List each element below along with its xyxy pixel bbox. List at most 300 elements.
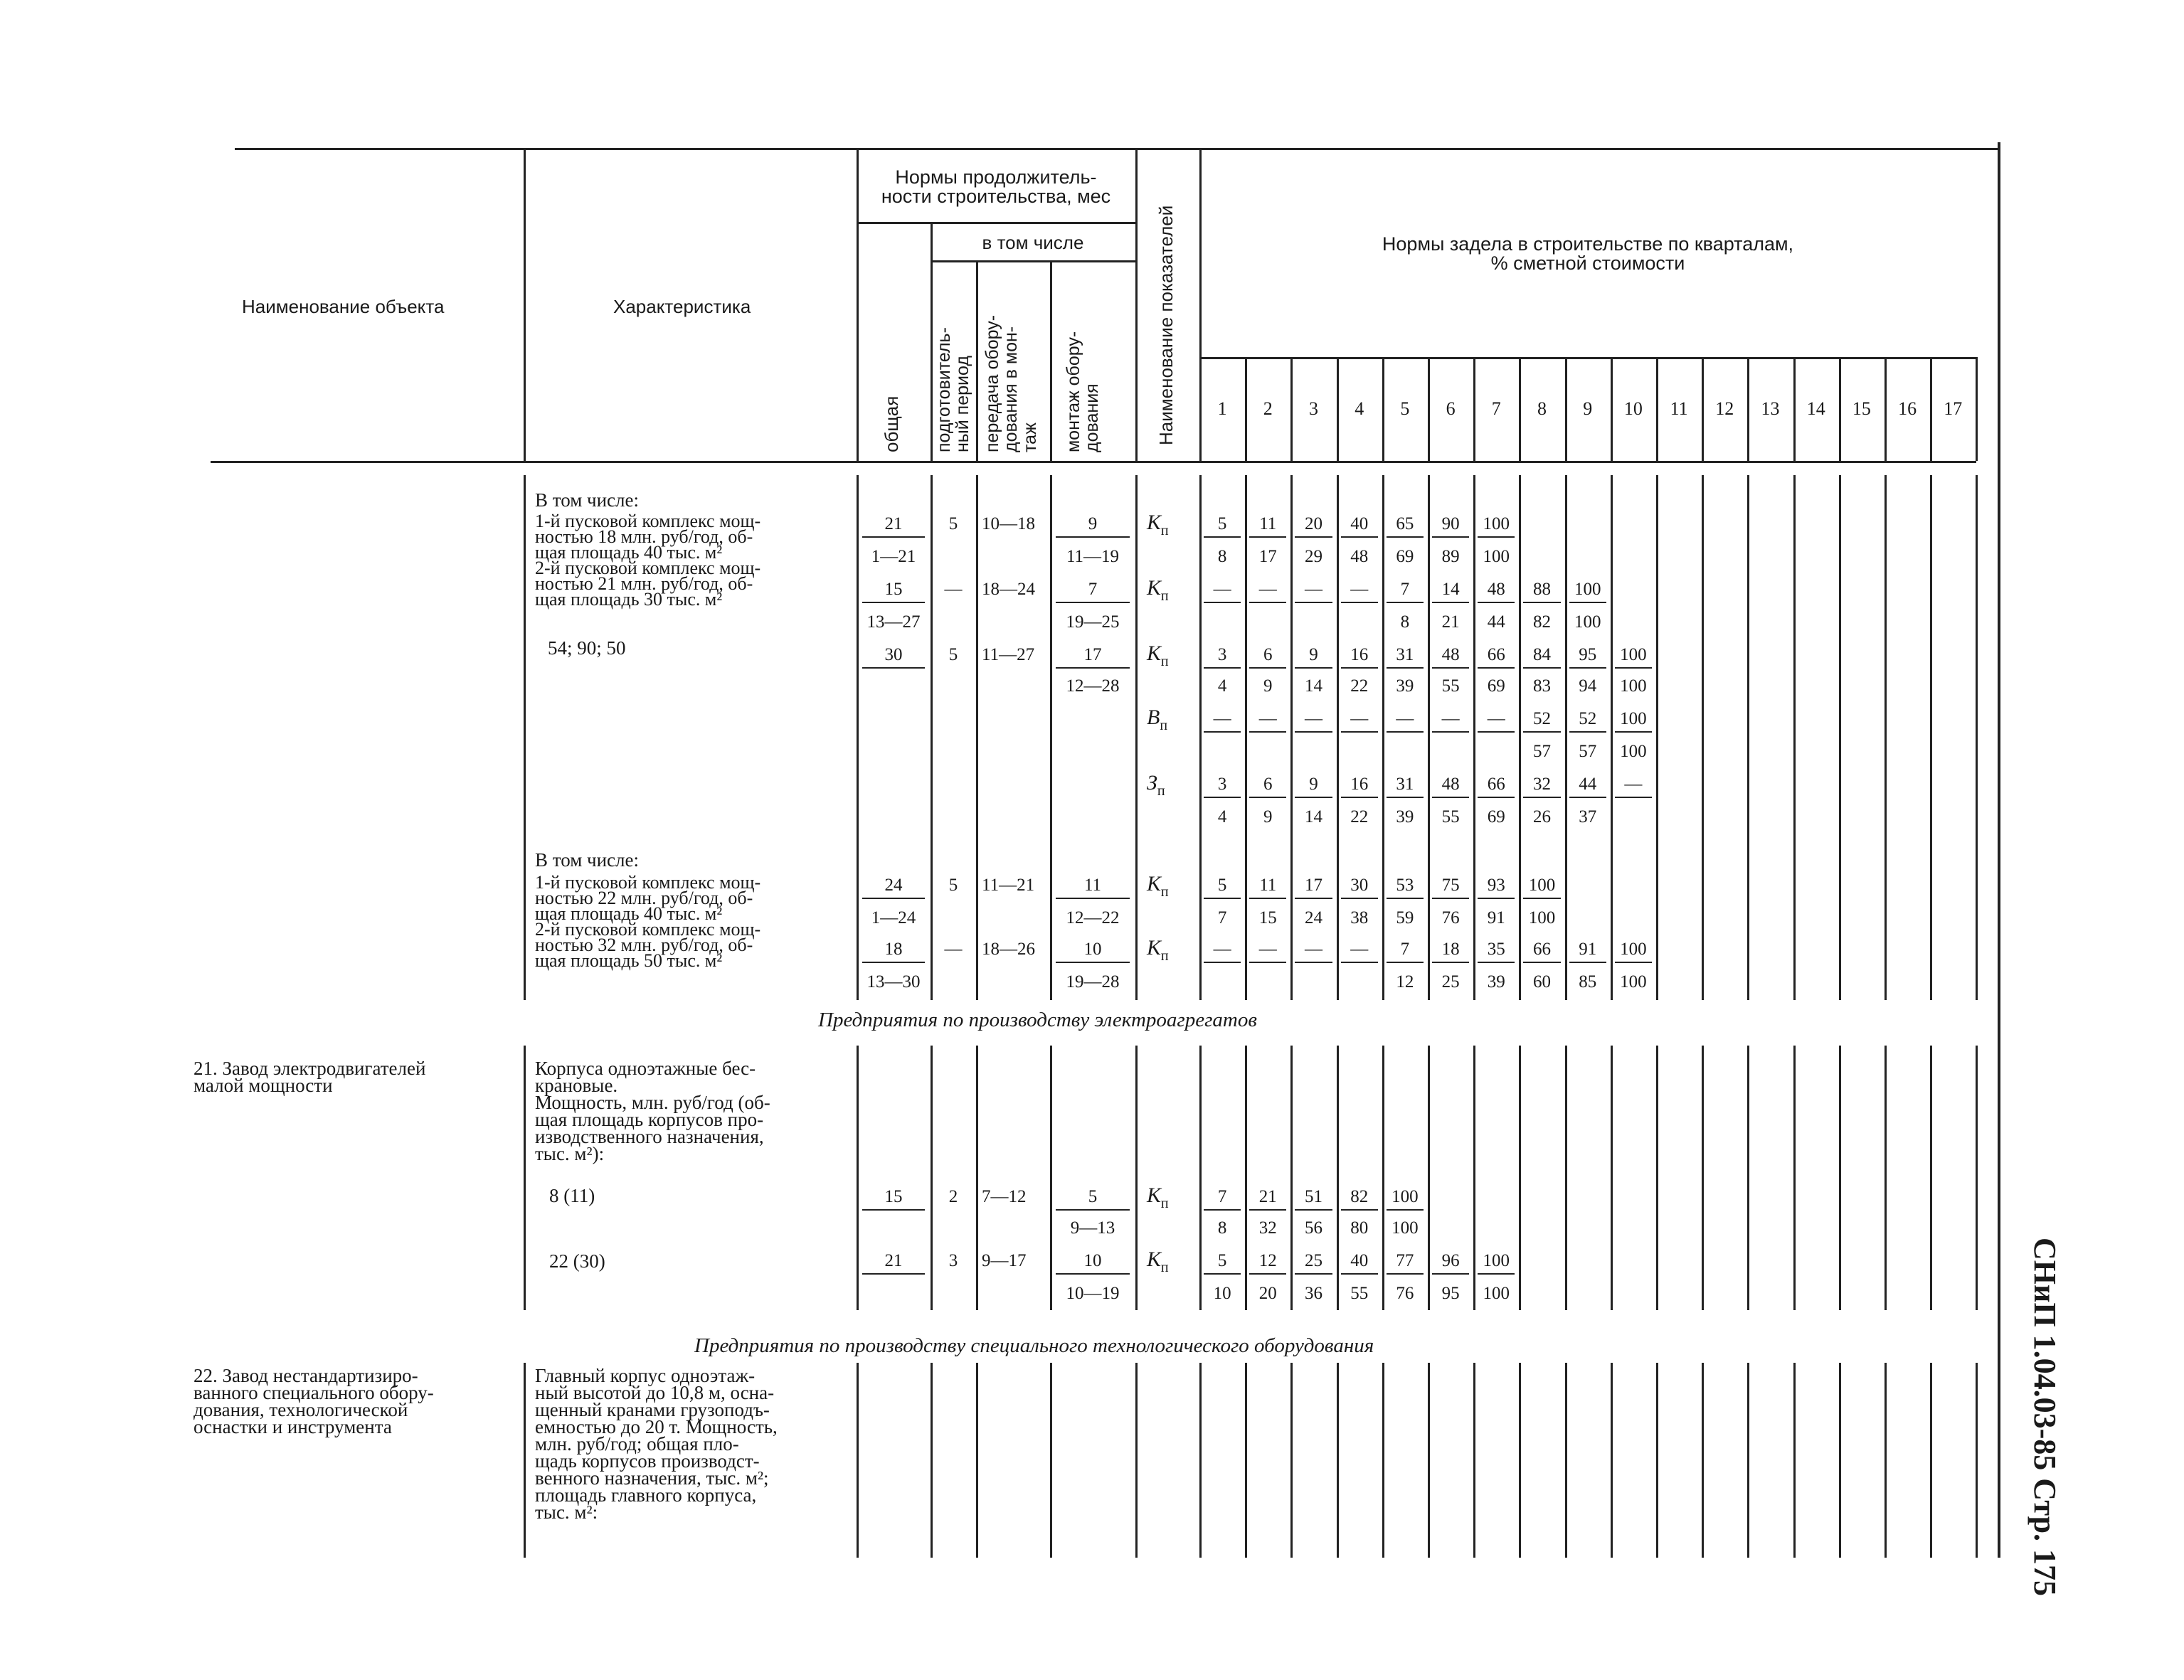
object-21-sub2: 22 (30) xyxy=(549,1250,605,1272)
cell-prep: 5 xyxy=(948,514,958,533)
fraction-rule xyxy=(1387,667,1424,669)
header-transfer-line: дования в мон- xyxy=(1001,326,1022,452)
block2-line: ностью 22 млн. руб/год, об- xyxy=(535,888,753,908)
fraction-rule xyxy=(1432,962,1469,963)
cell-quarter-value: 51 xyxy=(1304,1187,1322,1206)
block1-row3: 54; 90; 50 xyxy=(548,637,626,659)
quarter-number: 7 xyxy=(1491,398,1501,419)
object-22-char-line: ный высотой до 10,8 м, осна- xyxy=(535,1382,775,1403)
cell-indicator: $К_п$ xyxy=(1147,936,1169,964)
cell-total: 15 xyxy=(884,1187,903,1206)
fraction-rule xyxy=(1056,898,1130,899)
fraction-rule xyxy=(1523,797,1560,798)
fraction-rule xyxy=(862,1273,925,1275)
including-subrule xyxy=(931,260,1135,262)
fraction-rule xyxy=(1569,731,1606,733)
object-22-char-line: емностью до 20 т. Мощность, xyxy=(535,1416,778,1437)
cell-prep: — xyxy=(944,940,963,959)
body-col-line xyxy=(1839,1363,1841,1558)
cell-quarter-value: — xyxy=(1213,940,1231,959)
cell-quarter-value: 76 xyxy=(1396,1284,1414,1303)
cell-quarter-value: 20 xyxy=(1304,514,1322,533)
fraction-rule xyxy=(1204,962,1241,963)
cell-quarter-value: 82 xyxy=(1350,1187,1369,1206)
fraction-rule xyxy=(1478,731,1515,733)
body-col-line xyxy=(1382,1046,1384,1310)
fraction-rule xyxy=(1569,667,1606,669)
fraction-rule xyxy=(862,1209,925,1211)
cell-quarter-value: 5 xyxy=(1217,1251,1227,1270)
fraction-rule xyxy=(1204,602,1241,603)
cell-quarter-value: 80 xyxy=(1350,1218,1369,1238)
fraction-rule xyxy=(1341,536,1378,538)
body-col-line xyxy=(1702,1046,1704,1310)
body-col-line xyxy=(1839,1046,1841,1310)
cell-quarter-value: 8 xyxy=(1217,547,1227,566)
body-col-line xyxy=(1519,1046,1521,1310)
cell-quarter-value: 10 xyxy=(1213,1284,1231,1303)
cell-indicator-subscript: п xyxy=(1160,588,1169,604)
cell-quarter-value: 31 xyxy=(1396,775,1414,794)
cell-indicator: $В_п$ xyxy=(1147,706,1168,733)
fraction-rule xyxy=(1569,602,1606,603)
header-backlog xyxy=(1199,235,1976,273)
cell-quarter-value: 5 xyxy=(1217,876,1227,895)
object-22-characteristic xyxy=(535,1367,778,1521)
body-col-line xyxy=(1382,1363,1384,1558)
cell-quarter-value: 6 xyxy=(1263,775,1273,794)
cell-quarter-value: 100 xyxy=(1620,972,1647,991)
body-col-line xyxy=(1976,1363,1978,1558)
cell-quarter-value: 100 xyxy=(1620,709,1647,728)
cell-transfer: 10—18 xyxy=(982,514,1035,533)
cell-quarter-value: 69 xyxy=(1396,547,1414,566)
header-transfer-line: таж xyxy=(1019,422,1040,452)
body-col-line xyxy=(1611,1363,1613,1558)
fraction-rule xyxy=(1341,1273,1378,1275)
body-col-line xyxy=(524,1046,526,1310)
fraction-rule xyxy=(1523,602,1560,603)
section-title-special: Предприятия по производству специального технологического оборудования xyxy=(694,1334,1374,1357)
header-including: в том числе xyxy=(982,232,1084,253)
object-21-name xyxy=(194,1060,425,1094)
cell-total: 18 xyxy=(884,940,903,959)
fraction-rule xyxy=(1056,962,1130,963)
quarter-number: 5 xyxy=(1400,398,1410,419)
body-col-line xyxy=(524,1363,526,1558)
fraction-rule xyxy=(1249,962,1286,963)
cell-quarter-value: 12 xyxy=(1258,1251,1277,1270)
body-col-line xyxy=(1565,1046,1567,1310)
cell-transfer: 18—26 xyxy=(982,940,1035,959)
cell-quarter-value: 7 xyxy=(1217,908,1227,927)
body-col-line xyxy=(1976,475,1978,1000)
cell-quarter-value: 11 xyxy=(1259,876,1277,895)
fraction-rule xyxy=(1523,731,1560,733)
object-22-char-line: тыс. м²: xyxy=(535,1501,598,1523)
cell-quarter-value: 39 xyxy=(1396,807,1414,826)
body-col-line xyxy=(1428,1046,1430,1310)
header-col-line xyxy=(931,222,933,461)
body-col-line xyxy=(1611,475,1613,1000)
cell-transfer: 11—27 xyxy=(982,645,1035,664)
fraction-rule xyxy=(1295,1273,1332,1275)
cell-install: 9—13 xyxy=(1070,1218,1115,1238)
fraction-rule xyxy=(1478,898,1515,899)
cell-quarter-value: 55 xyxy=(1350,1284,1369,1303)
fraction-rule xyxy=(1249,1209,1286,1211)
body-col-line xyxy=(976,1363,978,1558)
header-install-line: дования xyxy=(1082,383,1103,452)
fraction-rule xyxy=(1432,731,1469,733)
cell-quarter-value: 57 xyxy=(1532,742,1551,761)
cell-quarter-value: 21 xyxy=(1441,612,1460,632)
block1-line: ностью 21 млн. руб/год, об- xyxy=(535,573,753,594)
fraction-rule xyxy=(1478,602,1515,603)
fraction-rule xyxy=(1615,962,1652,963)
cell-indicator: $З_п$ xyxy=(1147,771,1165,799)
cell-total: 21 xyxy=(884,1251,903,1270)
cell-quarter-value: — xyxy=(1350,580,1369,599)
cell-quarter-value: 100 xyxy=(1483,514,1510,533)
cell-quarter-value: 39 xyxy=(1396,676,1414,696)
body-col-line xyxy=(1135,475,1138,1000)
body-col-line xyxy=(1565,475,1567,1000)
cell-quarter-value: 100 xyxy=(1391,1187,1419,1206)
top-rule xyxy=(235,148,2000,150)
object-22-name xyxy=(194,1367,434,1435)
body-col-line xyxy=(1747,1363,1749,1558)
body-col-line xyxy=(1793,1363,1796,1558)
fraction-rule xyxy=(1295,536,1332,538)
quarter-number: 13 xyxy=(1761,398,1780,419)
body-col-line xyxy=(1747,475,1749,1000)
cell-transfer: 7—12 xyxy=(982,1187,1027,1206)
object-21-name-line: малой мощности xyxy=(194,1075,333,1096)
fraction-rule xyxy=(1295,731,1332,733)
cell-quarter-value: 84 xyxy=(1532,645,1551,664)
fraction-rule xyxy=(1295,962,1332,963)
block1-intro: В том числе: xyxy=(535,489,639,511)
body-col-line xyxy=(1747,1046,1749,1310)
cell-quarter-value: 16 xyxy=(1350,775,1369,794)
fraction-rule xyxy=(1387,536,1424,538)
quarter-number: 17 xyxy=(1944,398,1963,419)
cell-install: 9 xyxy=(1088,514,1098,533)
side-page-label: СНиП 1.04.03-85 Стр. 175 xyxy=(2027,1238,2062,1597)
fraction-rule xyxy=(1569,797,1606,798)
cell-quarter-value: 95 xyxy=(1579,645,1597,664)
cell-quarter-value: 88 xyxy=(1532,580,1551,599)
fraction-rule xyxy=(1387,1209,1424,1211)
quarter-number: 11 xyxy=(1670,398,1688,419)
cell-quarter-value: 53 xyxy=(1396,876,1414,895)
header-install xyxy=(1064,331,1102,452)
quarter-number: 4 xyxy=(1355,398,1364,419)
quarter-number: 16 xyxy=(1898,398,1917,419)
header-prep xyxy=(935,327,972,452)
cell-prep: 5 xyxy=(948,876,958,895)
object-22-char-line: венного назначения, тыс. м²; xyxy=(535,1467,769,1489)
cell-quarter-value: — xyxy=(1624,775,1643,794)
cell-quarter-value: 66 xyxy=(1487,645,1505,664)
fraction-rule xyxy=(1387,602,1424,603)
body-col-line xyxy=(1976,1046,1978,1310)
cell-quarter-value: 18 xyxy=(1441,940,1460,959)
cell-quarter-value: 66 xyxy=(1487,775,1505,794)
object-21-name-line: 21. Завод электродвигателей xyxy=(194,1058,426,1079)
cell-indicator-subscript: п xyxy=(1160,948,1169,964)
header-col-line xyxy=(1050,260,1052,461)
cell-indicator: $К_п$ xyxy=(1147,1248,1169,1275)
cell-quarter-value: 38 xyxy=(1350,908,1369,927)
body-col-line xyxy=(1656,1046,1658,1310)
body-col-line xyxy=(1050,1363,1052,1558)
fraction-rule xyxy=(1295,602,1332,603)
fraction-rule xyxy=(1615,667,1652,669)
header-backlog-line: % сметной стоимости xyxy=(1490,252,1685,274)
cell-quarter-value: 7 xyxy=(1400,940,1410,959)
cell-quarter-value: 100 xyxy=(1528,876,1556,895)
body-col-line xyxy=(1337,1046,1339,1310)
cell-quarter-value: 39 xyxy=(1487,972,1505,991)
fraction-rule xyxy=(1523,898,1560,899)
fraction-rule xyxy=(1249,602,1286,603)
cell-quarter-value: 75 xyxy=(1441,876,1460,895)
body-col-line xyxy=(1135,1046,1138,1310)
fraction-rule xyxy=(1249,1273,1286,1275)
object-21-char-line: крановые. xyxy=(535,1075,618,1096)
fraction-rule xyxy=(1432,667,1469,669)
body-col-line xyxy=(1290,1046,1293,1310)
cell-quarter-value: 100 xyxy=(1620,645,1647,664)
body-col-line xyxy=(1245,1046,1247,1310)
cell-quarter-value: 20 xyxy=(1258,1284,1277,1303)
cell-indicator-subscript: п xyxy=(1160,523,1169,538)
body-col-line xyxy=(857,1363,859,1558)
cell-quarter-value: 17 xyxy=(1258,547,1277,566)
fraction-rule xyxy=(1387,731,1424,733)
cell-quarter-value: 31 xyxy=(1396,645,1414,664)
cell-quarter-value: 37 xyxy=(1579,807,1597,826)
cell-transfer: 11—21 xyxy=(982,876,1035,895)
cell-quarter-value: 8 xyxy=(1217,1218,1227,1238)
cell-quarter-value: — xyxy=(1350,940,1369,959)
cell-install: 10 xyxy=(1083,1251,1102,1270)
cell-indicator: $К_п$ xyxy=(1147,1184,1169,1211)
header-install-line: монтаж обору- xyxy=(1064,331,1083,452)
cell-total: 30 xyxy=(884,645,903,664)
cell-install: 10 xyxy=(1083,940,1102,959)
fraction-rule xyxy=(1249,731,1286,733)
fraction-rule xyxy=(1523,962,1560,963)
fraction-rule xyxy=(1341,731,1378,733)
cell-total: 1—24 xyxy=(871,908,916,927)
cell-quarter-value: 44 xyxy=(1579,775,1597,794)
object-22-char-line: площадь главного корпуса, xyxy=(535,1484,757,1506)
fraction-rule xyxy=(1249,797,1286,798)
block1-line: 2-й пусковой комплекс мощ- xyxy=(535,558,761,578)
body-col-line xyxy=(1473,1363,1475,1558)
cell-quarter-value: 25 xyxy=(1441,972,1460,991)
cell-total: 1—21 xyxy=(871,547,916,566)
block2-text xyxy=(535,872,761,971)
object-22-char-line: щенный кранами грузоподъ- xyxy=(535,1399,770,1420)
cell-quarter-value: 69 xyxy=(1487,807,1505,826)
cell-quarter-value: 24 xyxy=(1304,908,1322,927)
body-col-line xyxy=(1565,1363,1567,1558)
fraction-rule xyxy=(1204,898,1241,899)
block1-text xyxy=(535,511,761,610)
body-col-line xyxy=(1930,475,1932,1000)
body-col-line xyxy=(931,475,933,1000)
cell-quarter-value: 65 xyxy=(1396,514,1414,533)
fraction-rule xyxy=(1432,1273,1469,1275)
cell-quarter-value: 90 xyxy=(1441,514,1460,533)
header-total: общая xyxy=(881,395,902,452)
object-21-char-line: Корпуса одноэтажные бес- xyxy=(535,1058,756,1079)
cell-quarter-value: 66 xyxy=(1532,940,1551,959)
cell-quarter-value: 48 xyxy=(1441,645,1460,664)
cell-quarter-value: — xyxy=(1258,580,1277,599)
body-col-line xyxy=(1702,475,1704,1000)
header-prep-line: подготовитель- xyxy=(934,327,954,452)
cell-quarter-value: 94 xyxy=(1579,676,1597,696)
body-col-line xyxy=(931,1046,933,1310)
cell-quarter-value: — xyxy=(1213,580,1231,599)
cell-install: 5 xyxy=(1088,1187,1098,1206)
fraction-rule xyxy=(1056,1209,1130,1211)
body-col-line xyxy=(1199,1046,1202,1310)
cell-quarter-value: 76 xyxy=(1441,908,1460,927)
block2-intro: В том числе: xyxy=(535,849,639,871)
body-col-line xyxy=(1930,1046,1932,1310)
cell-indicator: $К_п$ xyxy=(1147,511,1169,538)
cell-quarter-value: 4 xyxy=(1217,676,1227,696)
fraction-rule xyxy=(862,667,925,669)
section-title-electro: Предприятия по производству электроагрегатов xyxy=(818,1009,1257,1031)
duration-subrule xyxy=(857,222,1135,224)
cell-quarter-value: — xyxy=(1304,580,1322,599)
header-transfer-line: передача обору- xyxy=(982,314,1002,452)
cell-prep: — xyxy=(944,580,963,599)
cell-quarter-value: 77 xyxy=(1396,1251,1414,1270)
cell-quarter-value: — xyxy=(1396,709,1414,728)
fraction-rule xyxy=(862,898,925,899)
cell-quarter-value: 14 xyxy=(1304,807,1322,826)
body-col-line xyxy=(1885,1046,1887,1310)
cell-quarter-value: 15 xyxy=(1258,908,1277,927)
quarter-number: 10 xyxy=(1623,398,1643,419)
cell-indicator-subscript: п xyxy=(1160,1196,1169,1211)
object-21-characteristic xyxy=(535,1060,770,1162)
cell-quarter-value: 9 xyxy=(1309,645,1318,664)
object-22-name-line: 22. Завод нестандартизиро- xyxy=(194,1365,418,1386)
object-21-char-line: тыс. м²): xyxy=(535,1143,605,1164)
cell-indicator-subscript: п xyxy=(1160,718,1168,733)
cell-quarter-value: 22 xyxy=(1350,807,1369,826)
header-bottom-rule xyxy=(211,461,1976,463)
body-col-line xyxy=(976,1046,978,1310)
fraction-rule xyxy=(1478,1273,1515,1275)
cell-indicator-subscript: п xyxy=(1157,783,1165,799)
body-col-line xyxy=(1290,1363,1293,1558)
fraction-rule xyxy=(1432,602,1469,603)
cell-quarter-value: 7 xyxy=(1400,580,1410,599)
quarter-number: 6 xyxy=(1446,398,1456,419)
body-col-line xyxy=(1656,475,1658,1000)
body-col-line xyxy=(524,475,526,1000)
object-21-char-line: изводственного назначения, xyxy=(535,1126,764,1147)
cell-transfer: 9—17 xyxy=(982,1251,1027,1270)
body-col-line xyxy=(1050,1046,1052,1310)
fraction-rule xyxy=(1295,667,1332,669)
cell-quarter-value: 83 xyxy=(1532,676,1551,696)
fraction-rule xyxy=(1056,602,1130,603)
cell-install: 19—25 xyxy=(1066,612,1120,632)
cell-quarter-value: 52 xyxy=(1579,709,1597,728)
fraction-rule xyxy=(1523,667,1560,669)
fraction-rule xyxy=(862,602,925,603)
fraction-rule xyxy=(1341,962,1378,963)
fraction-rule xyxy=(1249,667,1286,669)
fraction-rule xyxy=(1341,1209,1378,1211)
cell-install: 11 xyxy=(1083,876,1102,895)
cell-total: 15 xyxy=(884,580,903,599)
cell-quarter-value: 48 xyxy=(1487,580,1505,599)
cell-quarter-value: — xyxy=(1487,709,1505,728)
object-22-name-line: дования, технологической xyxy=(194,1399,408,1420)
header-quarter-line xyxy=(1976,357,1978,461)
cell-quarter-value: 29 xyxy=(1304,547,1322,566)
cell-prep: 3 xyxy=(948,1251,958,1270)
fraction-rule xyxy=(1295,1209,1332,1211)
body-col-line xyxy=(1702,1363,1704,1558)
quarter-number: 2 xyxy=(1263,398,1273,419)
cell-quarter-value: 14 xyxy=(1441,580,1460,599)
quarter-number: 12 xyxy=(1715,398,1734,419)
cell-install: 7 xyxy=(1088,580,1098,599)
body-col-line xyxy=(1930,1363,1932,1558)
cell-quarter-value: — xyxy=(1258,940,1277,959)
fraction-rule xyxy=(1615,797,1652,798)
cell-quarter-value: 9 xyxy=(1263,676,1273,696)
cell-quarter-value: 7 xyxy=(1217,1187,1227,1206)
fraction-rule xyxy=(862,962,925,963)
object-22-char-line: млн. руб/год; общая пло- xyxy=(535,1433,739,1455)
cell-quarter-value: 48 xyxy=(1350,547,1369,566)
cell-quarter-value: 4 xyxy=(1217,807,1227,826)
cell-indicator: $К_п$ xyxy=(1147,642,1169,669)
cell-quarter-value: 40 xyxy=(1350,514,1369,533)
cell-quarter-value: 52 xyxy=(1532,709,1551,728)
cell-quarter-value: 100 xyxy=(1483,1251,1510,1270)
cell-quarter-value: 44 xyxy=(1487,612,1505,632)
fraction-rule xyxy=(1478,962,1515,963)
fraction-rule xyxy=(1569,962,1606,963)
block1-line: 1-й пусковой комплекс мощ- xyxy=(535,511,761,531)
cell-quarter-value: 14 xyxy=(1304,676,1322,696)
cell-total: 13—27 xyxy=(866,612,921,632)
cell-quarter-value: 32 xyxy=(1258,1218,1277,1238)
fraction-rule xyxy=(1056,536,1130,538)
cell-quarter-value: — xyxy=(1441,709,1460,728)
object-22-char-line: Главный корпус одноэтаж- xyxy=(535,1365,756,1386)
quarter-number: 8 xyxy=(1537,398,1547,419)
cell-quarter-value: 11 xyxy=(1259,514,1277,533)
cell-quarter-value: 100 xyxy=(1574,580,1601,599)
cell-quarter-value: 48 xyxy=(1441,775,1460,794)
